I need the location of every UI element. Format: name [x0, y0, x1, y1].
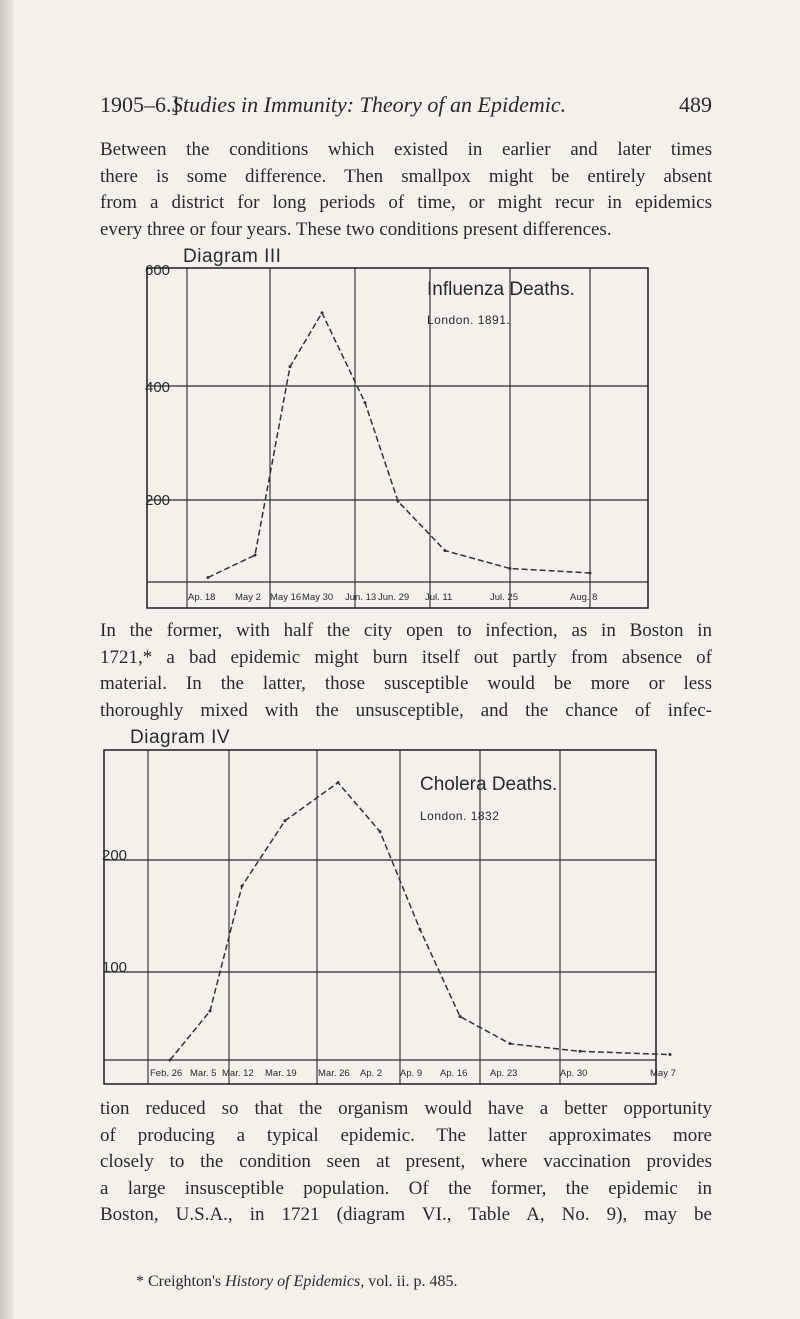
header-volume: 1905–6.]	[100, 92, 179, 117]
text-line: In the former, with half the city open to infection, as in Boston in	[100, 620, 712, 641]
x-tick-label: Aug. 8	[570, 592, 598, 603]
x-tick-label: Mar. 19	[265, 1068, 297, 1079]
data-point	[337, 781, 340, 784]
y-tick-label: 200	[102, 847, 128, 864]
x-tick-label: Ap. 16	[440, 1068, 468, 1079]
diagram-4-label: Diagram IV	[130, 727, 231, 748]
x-tick-label: May 7	[650, 1068, 676, 1079]
x-tick-label: Ap. 30	[560, 1068, 588, 1079]
x-tick-label: May 2	[235, 592, 261, 603]
text-line: from a district for long periods of time, or might recur in epidemics	[100, 192, 712, 213]
x-tick-label: May 16	[270, 592, 302, 603]
x-tick-label: Ap. 2	[360, 1068, 383, 1079]
data-point	[364, 401, 367, 404]
x-tick-label: Feb. 26	[150, 1068, 183, 1079]
data-point	[669, 1053, 672, 1056]
diagram-3-label: Diagram III	[183, 246, 282, 267]
x-tick-label: May 30	[302, 592, 334, 603]
chart-title: Cholera Deaths.	[420, 774, 558, 795]
x-tick-label: Jun. 13	[345, 592, 377, 603]
text-line: Boston, U.S.A., in 1721 (diagram VI., Table A, No. 9), may be	[100, 1204, 712, 1225]
text-line: closely to the condition seen at present, where vaccination provides	[100, 1151, 712, 1172]
data-point	[459, 1015, 462, 1018]
chart-subtitle: London. 1891.	[427, 313, 511, 327]
data-point	[284, 819, 287, 822]
data-point	[254, 554, 257, 557]
data-point	[169, 1059, 172, 1062]
y-tick-label: 100	[102, 959, 128, 976]
text-line: tion reduced so that the organism would have a better opportunity	[100, 1098, 712, 1119]
x-tick-label: Mar. 12	[222, 1068, 254, 1079]
text-line: a large insusceptible population. Of the former, the epidemic in	[100, 1177, 712, 1199]
data-point	[321, 311, 324, 314]
y-tick-label: 600	[145, 262, 171, 279]
chart-subtitle: London. 1832	[420, 809, 500, 823]
y-tick-label: 400	[145, 379, 171, 396]
data-point	[241, 884, 244, 887]
text-line: 1721,* a bad epidemic might burn itself out partly from absence of	[100, 646, 712, 668]
header-title: Studies in Immunity: Theory of an Epidemic.	[172, 92, 567, 117]
data-point	[509, 1042, 512, 1045]
x-tick-label: Jul. 25	[490, 592, 518, 603]
footnote-title: History of Epidemics,	[225, 1273, 365, 1290]
data-point	[509, 567, 512, 570]
x-tick-label: Jun. 29	[378, 592, 410, 603]
footnote-prefix: * Creighton's	[136, 1273, 222, 1290]
x-tick-label: Mar. 26	[318, 1068, 350, 1079]
x-tick-label: Mar. 5	[190, 1068, 217, 1079]
data-point	[444, 549, 447, 552]
data-point	[579, 1050, 582, 1053]
chart-frame	[147, 268, 648, 608]
x-tick-label: Ap. 9	[400, 1068, 423, 1079]
data-point	[379, 830, 382, 833]
data-series-line	[170, 783, 670, 1060]
data-point	[419, 928, 422, 931]
text-line: every three or four years. These two conditions present differences.	[100, 218, 612, 240]
text-line: there is some difference. Then smallpox might be entirely absent	[100, 165, 712, 187]
text-line: Between the conditions which existed in earlier and later times	[100, 139, 712, 160]
data-point	[209, 1010, 212, 1013]
text-line: material. In the latter, those susceptible would be more or less	[100, 673, 712, 694]
text-line: of producing a typical epidemic. The latter approximates more	[100, 1124, 712, 1146]
footnote-suffix: vol. ii. p. 485.	[368, 1273, 458, 1290]
chart-title: Influenza Deaths.	[427, 279, 575, 300]
chart-frame	[104, 750, 656, 1084]
x-tick-label: Ap. 23	[490, 1068, 518, 1079]
x-tick-label: Ap. 18	[188, 592, 216, 603]
data-point	[397, 500, 400, 503]
x-tick-label: Jul. 11	[425, 592, 453, 603]
y-tick-label: 200	[145, 492, 171, 509]
data-point	[289, 365, 292, 368]
data-point	[589, 572, 592, 575]
data-point	[207, 576, 210, 579]
text-line: thoroughly mixed with the unsusceptible, and the chance of infec-	[100, 699, 712, 721]
data-series-line	[208, 313, 590, 578]
page-number: 489	[679, 92, 712, 117]
